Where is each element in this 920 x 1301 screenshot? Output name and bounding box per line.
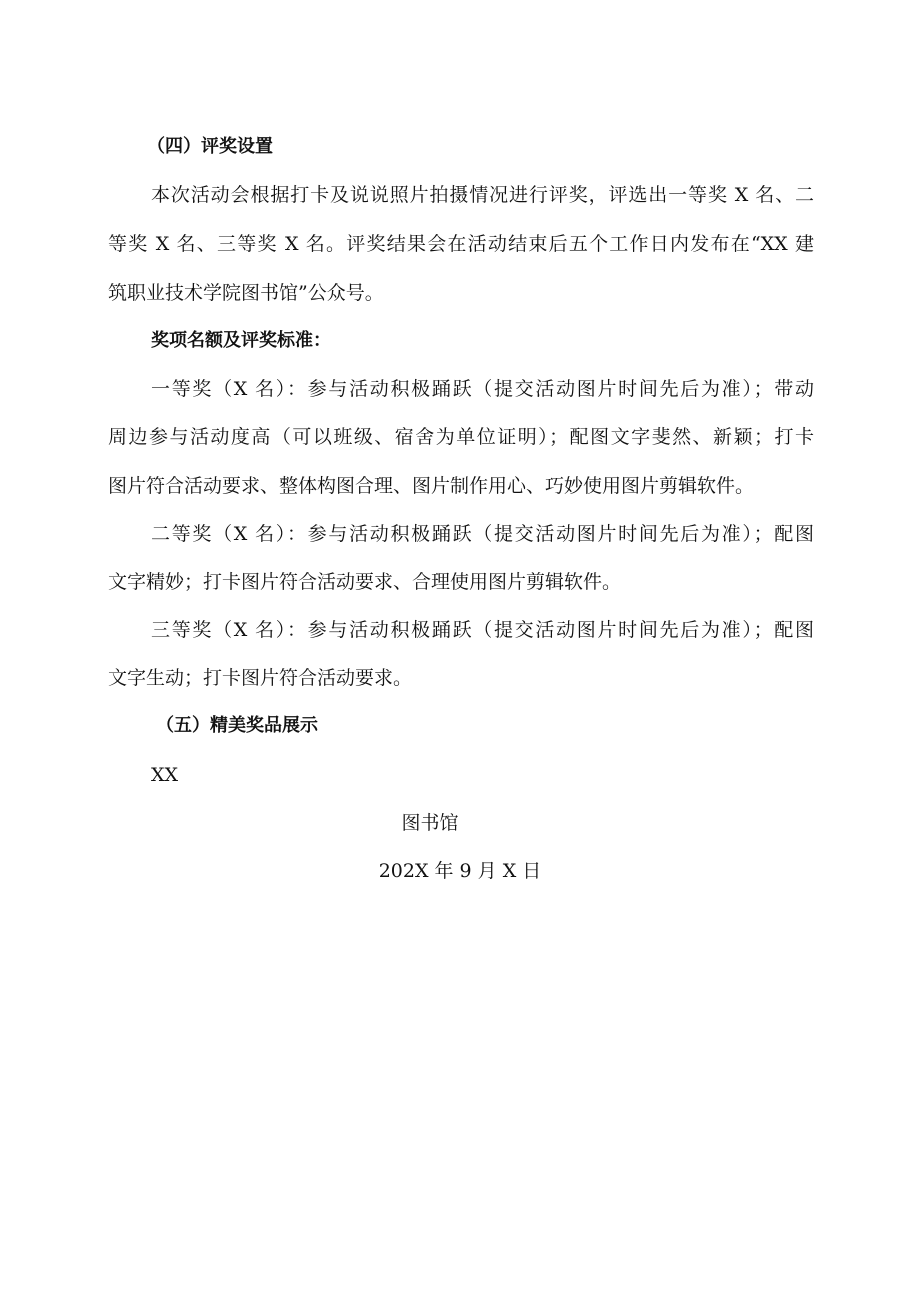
second-prize-line-2: 文字精妙；打卡图片符合活动要求、合理使用图片剪辑软件。 (108, 571, 622, 593)
first-prize-line-2: 周边参与活动度高（可以班级、宿舍为单位证明）；配图文字斐然、新颖；打卡 (108, 426, 814, 448)
award-settings-line-1: 本次活动会根据打卡及说说照片拍摄情况进行评奖，评选出一等奖 X 名、二 (151, 184, 814, 206)
signature-date: 202X 年 9 月 X 日 (378, 860, 542, 882)
award-settings-line-2: 等奖 X 名、三等奖 X 名。评奖结果会在活动结束后五个工作日内发布在“XX 建 (108, 233, 814, 255)
third-prize-line-2: 文字生动；打卡图片符合活动要求。 (108, 667, 413, 689)
first-prize-line-3: 图片符合活动要求、整体构图合理、图片制作用心、巧妙使用图片剪辑软件。 (108, 475, 755, 497)
criteria-heading: 奖项名额及评奖标准： (151, 330, 331, 351)
first-prize-line-1: 一等奖（X 名）：参与活动积极踊跃（提交活动图片时间先后为准）；带动 (151, 378, 814, 400)
prize-display-content: XX (151, 764, 179, 786)
award-settings-line-3: 筑职业技术学院图书馆”公众号。 (108, 282, 384, 304)
second-prize-line-1: 二等奖（X 名）：参与活动积极踊跃（提交活动图片时间先后为准）；配图 (151, 523, 814, 545)
signature-organization: 图书馆 (401, 812, 459, 834)
section-4-heading: （四）评奖设置 (147, 136, 273, 157)
section-5-heading: （五）精美奖品展示 (156, 715, 318, 736)
third-prize-line-1: 三等奖（X 名）：参与活动积极踊跃（提交活动图片时间先后为准）；配图 (151, 619, 814, 641)
